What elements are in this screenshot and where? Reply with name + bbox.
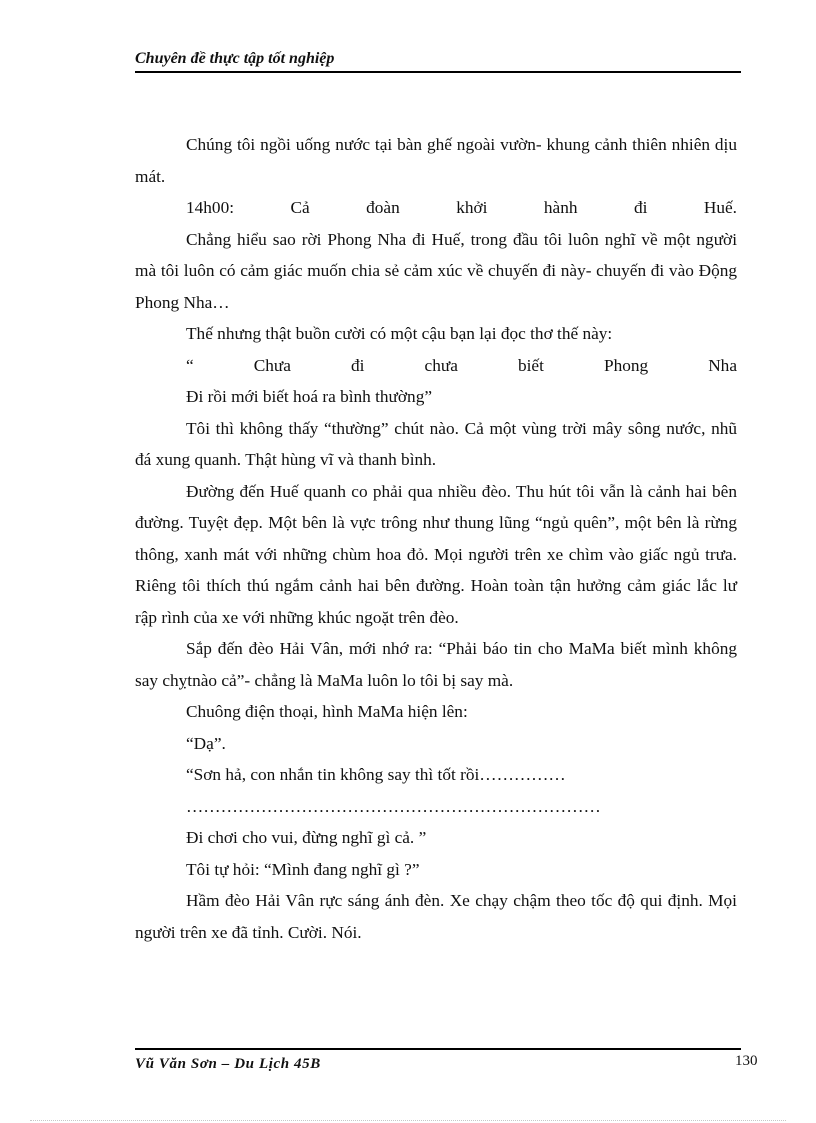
paragraph: Tôi thì không thấy “thường” chút nào. Cả một vùng trời mây sông nước, nhũ đá xung quanh. Thật hùng vĩ và thanh bình. [135, 418, 737, 469]
paragraph: Sắp đến đèo Hải Vân, mới nhớ ra: “Phải báo tin cho MaMa biết mình không say chỵtnào cả”- chẳng là MaMa luôn lo tôi bị say mà. [135, 639, 737, 690]
page-header-title: Chuyên đề thực tập tốt nghiệp [135, 50, 335, 67]
paragraph: Đường đến Huế quanh co phải qua nhiều đèo. Thu hút tôi vẫn là cảnh hai bên đường. Tuyệt đẹp. Một bên là vực trông như thung lũng “ngủ quên”, một bên là rừng thông, xanh mát với những chùm hoa đỏ. Mọi người trên xe chìm vào giấc ngủ trưa. Riêng tôi thích thú ngắm cảnh hai bên đường. Hoàn toàn tận hưởng cảm giác lắc lư rập rình của xe với những khúc ngoặt trên đèo. [135, 481, 737, 627]
paragraph: Chúng tôi ngồi uống nước tại bàn ghế ngoài vườn- khung cảnh thiên nhiên dịu mát. [135, 135, 737, 186]
dialogue-ellipsis: ……………………………………………………………… [186, 796, 601, 816]
dialogue-line: Đi chơi cho vui, đừng nghĩ gì cả. ” [186, 828, 427, 847]
paragraph: 14h00: Cả đoàn khởi hành đi Huế. [186, 198, 737, 217]
header-rule [135, 71, 741, 73]
paragraph: Chẳng hiểu sao rời Phong Nha đi Huế, trong đầu tôi luôn nghĩ về một người mà tôi luôn có cảm giác muốn chia sẻ cảm xúc về chuyến đi này- chuyến đi vào Động Phong Nha… [135, 229, 737, 312]
footer-rule [135, 1048, 741, 1050]
dialogue-line: “Dạ”. [186, 733, 226, 753]
footer-author: Vũ Văn Sơn – Du Lịch 45B [135, 1056, 321, 1072]
poem-line: Đi rồi mới biết hoá ra bình thường” [186, 387, 433, 406]
paragraph: Tôi tự hỏi: “Mình đang nghĩ gì ?” [186, 859, 420, 879]
body-text [135, 129, 737, 948]
paragraph: Chuông điện thoại, hình MaMa hiện lên: [186, 702, 468, 721]
paragraph: Thế nhưng thật buồn cười có một cậu bạn lại đọc thơ thế này: [186, 324, 613, 343]
poem-line: “ Chưa đi chưa biết Phong Nha [186, 355, 737, 375]
paragraph: Hầm đèo Hải Vân rực sáng ánh đèn. Xe chạy chậm theo tốc độ qui định. Mọi người trên xe đã tỉnh. Cười. Nói. [135, 891, 737, 942]
dialogue-line: “Sơn hả, con nhắn tin không say thì tốt rồi…………… [186, 765, 566, 784]
page-break-line [30, 1120, 786, 1121]
page-number: 130 [735, 1053, 758, 1069]
